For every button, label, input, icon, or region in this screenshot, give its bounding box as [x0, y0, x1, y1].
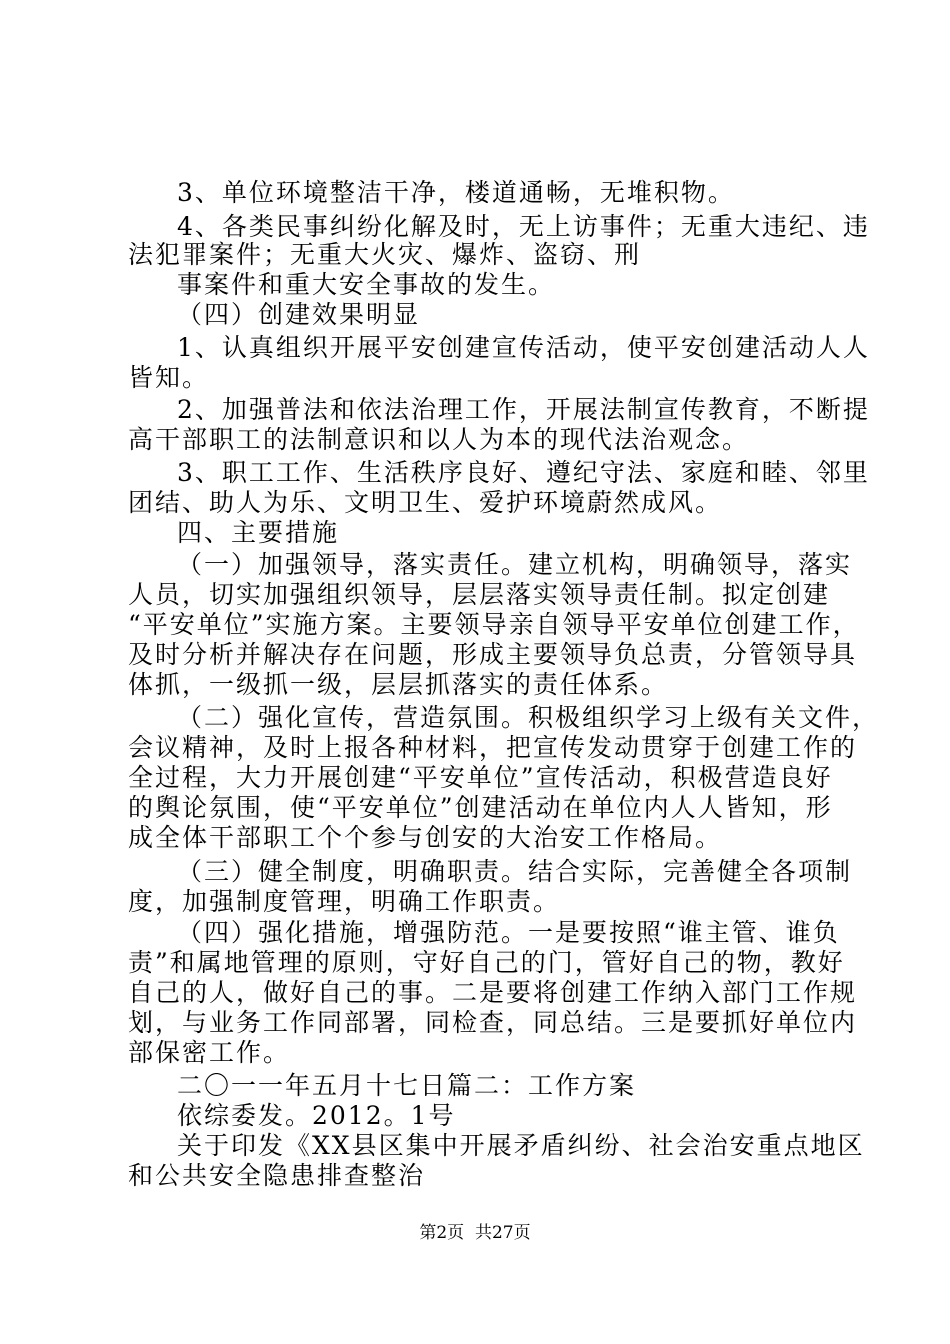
text-line: 会议精神，及时上报各种材料，把宣传发动贯穿于创建工作的 — [128, 733, 858, 762]
text-line: （四）强化措施，增强防范。一是要按照“谁主管、谁负 — [177, 918, 840, 947]
text-line: 关于印发《XX县区集中开展矛盾纠纷、社会治安重点地区 — [177, 1131, 865, 1160]
text-line: （三）健全制度，明确职责。结合实际，完善健全各项制 — [177, 857, 853, 886]
text-line: 划，与业务工作同部署，同检查，同总结。三是要抓好单位内 — [128, 1008, 858, 1037]
text-line: 和公共安全隐患排查整治 — [128, 1161, 426, 1190]
text-line: 及时分析并解决存在问题，形成主要领导负总责，分管领导具 — [128, 640, 858, 669]
text-line: 自己的人，做好自己的事。二是要将创建工作纳入部门工作规 — [128, 978, 858, 1007]
text-line: 3、职工工作、生活秩序良好、遵纪守法、家庭和睦、邻里 — [177, 458, 870, 487]
text-line: 团结、助人为乐、文明卫生、爱护环境蔚然成风。 — [128, 488, 723, 517]
text-line: 部保密工作。 — [128, 1038, 291, 1067]
text-line: 4、各类民事纠纷化解及时，无上访事件；无重大违纪、违 — [177, 212, 870, 241]
text-line: “平安单位”实施方案。主要领导亲自领导平安单位创建工作， — [128, 610, 860, 639]
text-line: 成全体干部职工个个参与创安的大治安工作格局。 — [128, 823, 723, 852]
text-line: （二）强化宣传，营造氛围。积极组织学习上级有关文件， — [177, 703, 880, 732]
text-line: 1、认真组织开展平安创建宣传活动，使平安创建活动人人 — [177, 333, 870, 362]
text-line: 事案件和重大安全事故的发生。 — [177, 270, 556, 299]
text-line: 度，加强制度管理，明确工作职责。 — [128, 887, 561, 916]
text-line: 人员，切实加强组织领导，层层落实领导责任制。拟定创建 — [128, 580, 831, 609]
text-line: 法犯罪案件；无重大火灾、爆炸、盗窃、刑 — [128, 240, 642, 269]
text-line: （一）加强领导，落实责任。建立机构，明确领导，落实 — [177, 550, 853, 579]
text-line: 依综委发。2012。1号 — [177, 1101, 456, 1130]
text-line: 全过程，大力开展创建“平安单位”宣传活动，积极营造良好 — [128, 763, 833, 792]
section-heading: （四）创建效果明显 — [177, 300, 421, 329]
text-line: 责”和属地管理的原则，守好自己的门，管好自己的物，教好 — [128, 948, 845, 977]
text-line: 2、加强普法和依法治理工作，开展法制宣传教育，不断提 — [177, 395, 870, 424]
section-heading: 四、主要措施 — [177, 518, 340, 547]
text-line: 的舆论氛围，使“平安单位”创建活动在单位内人人皆知，形 — [128, 793, 833, 822]
text-line: 皆知。 — [128, 363, 210, 392]
text-line: 3、单位环境整洁干净，楼道通畅，无堆积物。 — [177, 178, 735, 207]
page-number-footer: 第2页 共27页 — [419, 1223, 531, 1243]
text-line: 二〇一一年五月十七日篇二：工作方案 — [177, 1071, 637, 1100]
text-line: 高干部职工的法制意识和以人为本的现代法治观念。 — [128, 425, 750, 454]
text-line: 体抓，一级抓一级，层层抓落实的责任体系。 — [128, 670, 669, 699]
